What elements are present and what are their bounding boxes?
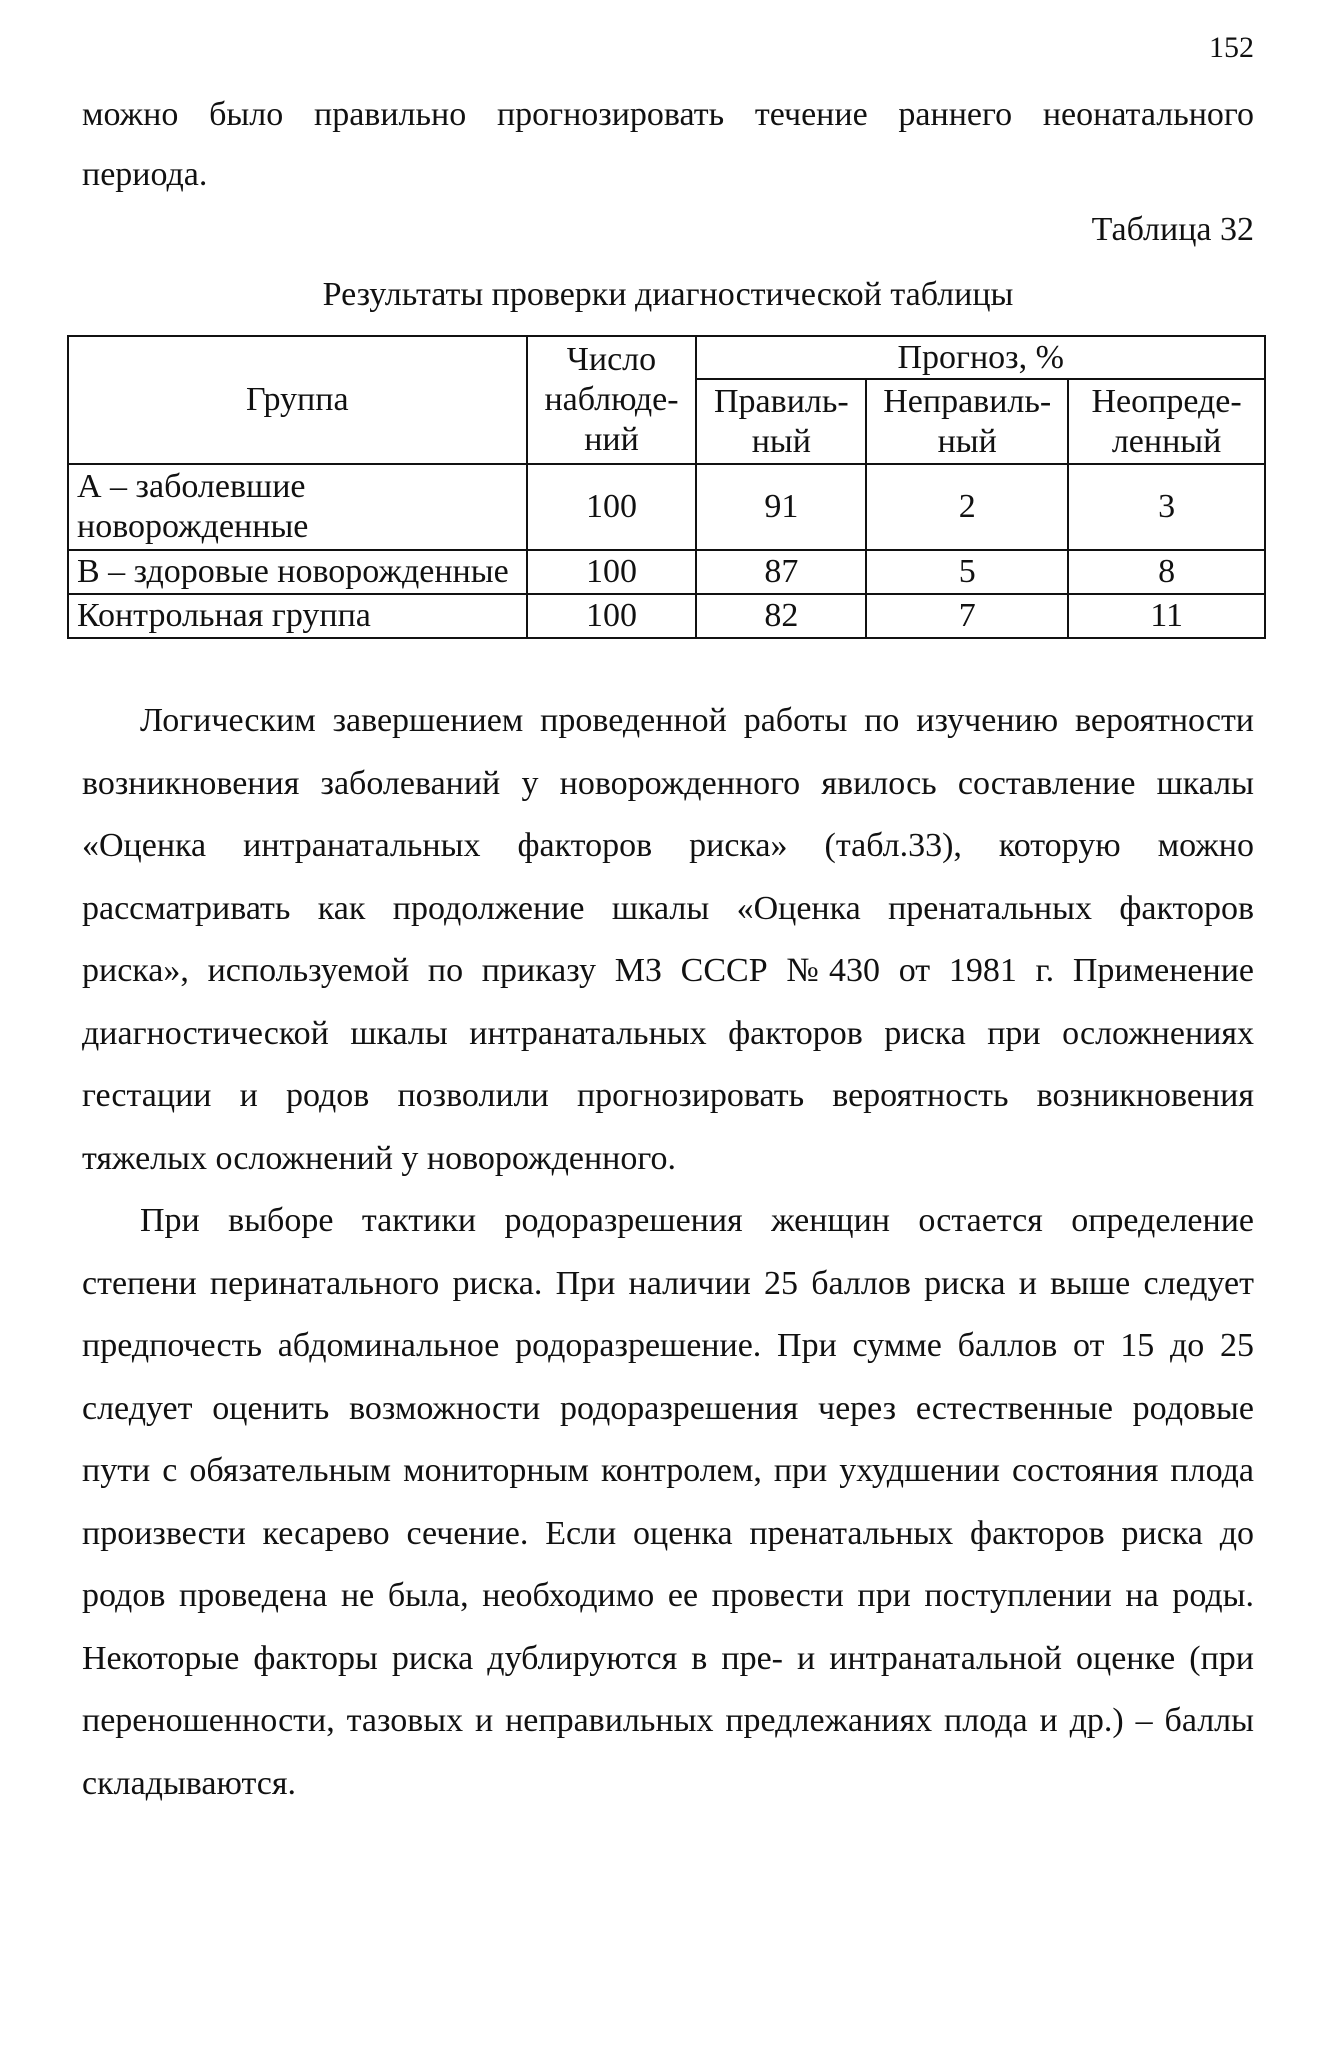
table-row — [68, 550, 1265, 594]
cell-group: Контрольная группа — [68, 594, 527, 638]
table-row — [68, 464, 1265, 550]
cell-correct: 82 — [696, 594, 866, 638]
header-undetermined: Неопреде-ленный — [1068, 379, 1265, 464]
cell-incorrect: 2 — [866, 464, 1068, 550]
header-incorrect: Неправиль-ный — [866, 379, 1068, 464]
results-table — [67, 335, 1266, 639]
cell-observations: 100 — [527, 594, 697, 638]
body-text — [82, 690, 1254, 1815]
header-observations: Число наблюде-ний — [527, 336, 697, 464]
header-forecast: Прогноз, % — [696, 336, 1265, 379]
body-paragraph: Логическим завершением проведенной работы по изучению вероятности возникновения заболеваний у новорожденного явилось составление шкалы «Оценка интранатальных факторов риска» (табл.33), которую можно рассматривать как продолжение шкалы «Оценка пренатальных факторов риска», используемой по приказу МЗ СССР №430 от 1981 г. Применение диагностической шкалы интранатальных факторов риска при осложнениях гестации и родов позволили прогнозировать вероятность возникновения тяжелых осложнений у новорожденного. — [82, 702, 1254, 1177]
table-label: Таблица 32 — [1091, 211, 1254, 248]
cell-correct: 91 — [696, 464, 866, 550]
cell-correct: 87 — [696, 550, 866, 594]
page-number: 152 — [1209, 31, 1254, 64]
cell-undetermined: 11 — [1068, 594, 1265, 638]
body-paragraph: При выборе тактики родоразрешения женщин остается определение степени перинатального риска. При наличии 25 баллов риска и выше следует предпочесть абдоминальное родоразрешение. При сумме баллов от 15 до 25 следует оценить возможности родоразрешения через естественные родовые пути с обязательным мониторным контролем, при ухудшении состояния плода произвести кесарево сечение. Если оценка пренатальных факторов риска до родов проведена не была, необходимо ее провести при поступлении на роды. Некоторые факторы риска дублируются в пре- и интранатальной оценке (при переношенности, тазовых и неправильных предлежаниях плода и др.) – баллы складываются. — [82, 1202, 1254, 1802]
cell-group: В – здоровые новорожденные — [68, 550, 527, 594]
cell-undetermined: 8 — [1068, 550, 1265, 594]
header-correct: Правиль-ный — [696, 379, 866, 464]
cell-incorrect: 7 — [866, 594, 1068, 638]
cell-group: А – заболевшие новорожденные — [68, 464, 527, 550]
cell-observations: 100 — [527, 550, 697, 594]
cell-incorrect: 5 — [866, 550, 1068, 594]
intro-paragraph: можно было правильно прогнозировать течение раннего неонатального периода. — [82, 96, 1254, 193]
table-title: Результаты проверки диагностической таблицы — [322, 276, 1014, 313]
header-group: Группа — [68, 336, 527, 464]
cell-undetermined: 3 — [1068, 464, 1265, 550]
cell-observations: 100 — [527, 464, 697, 550]
table-row — [68, 594, 1265, 638]
